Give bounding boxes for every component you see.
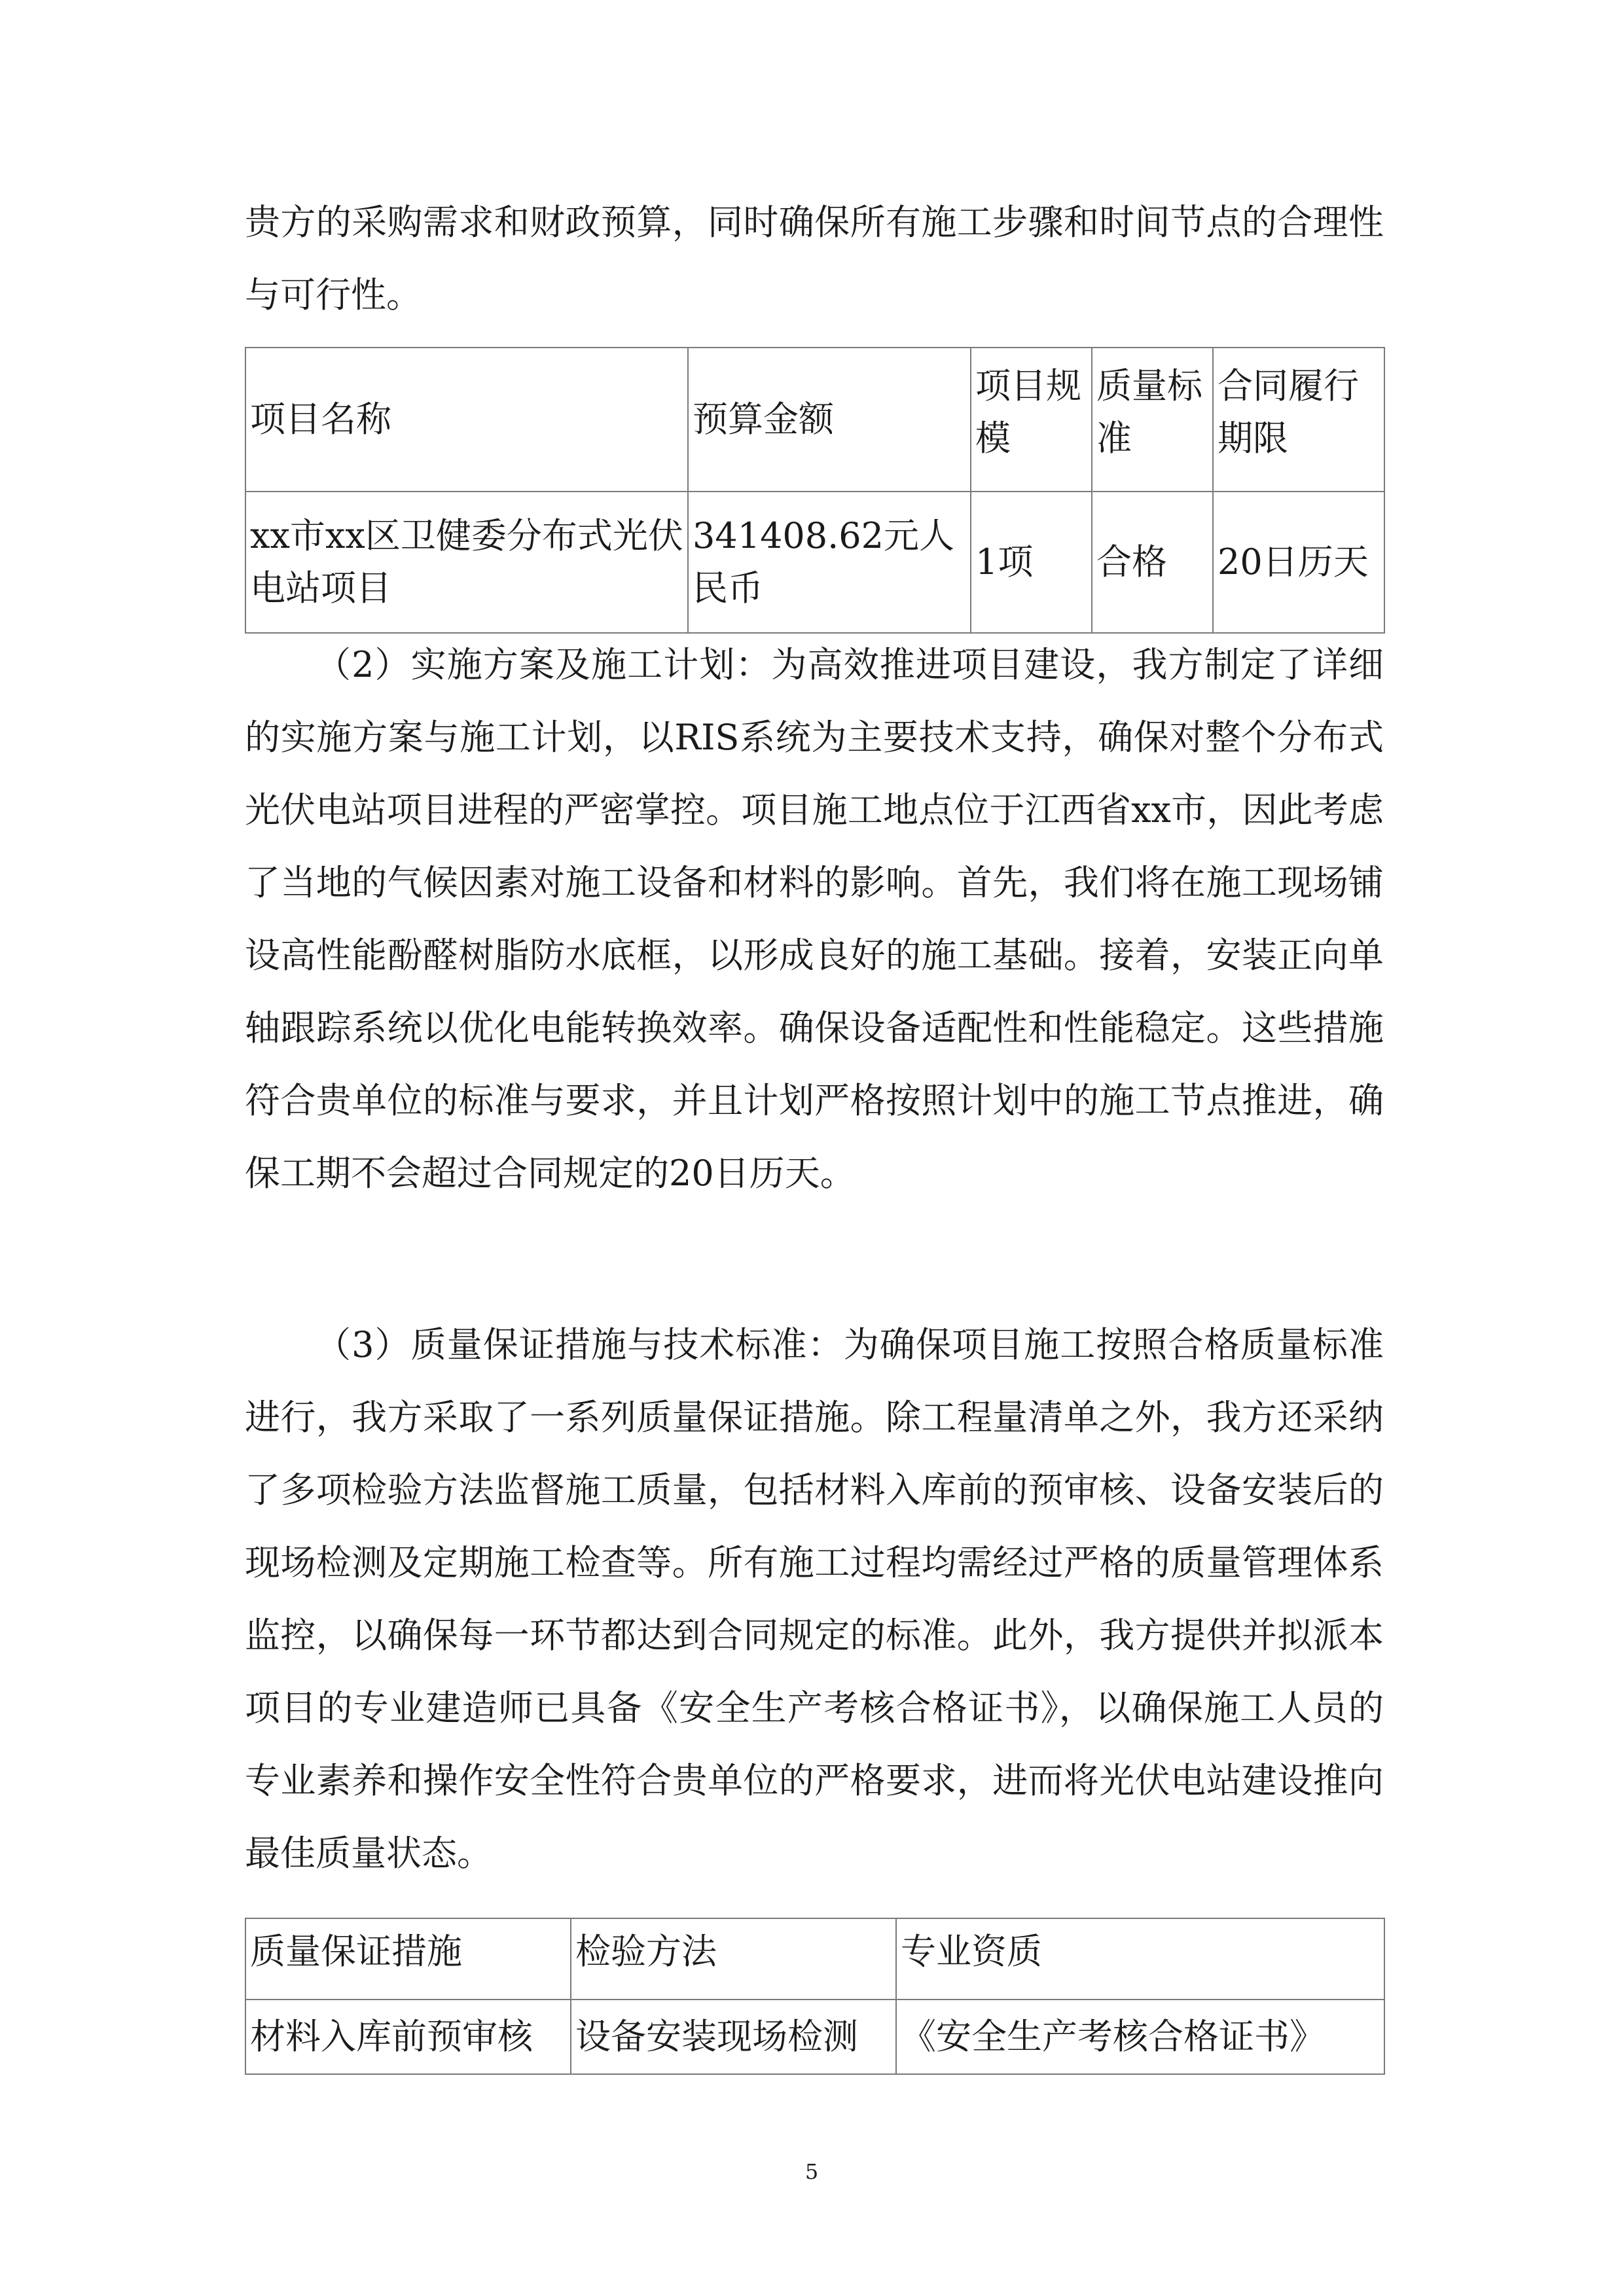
header-quality-standard: 质量标准 [1092, 348, 1213, 492]
cell-qualification: 《安全生产考核合格证书》 [896, 2000, 1384, 2074]
header-project-name: 项目名称 [245, 348, 688, 492]
cell-quality-measure: 材料入库前预审核 [245, 2000, 571, 2074]
header-quality-measure: 质量保证措施 [245, 1918, 571, 2000]
header-contract-period: 合同履行期限 [1213, 348, 1384, 492]
page-number: 5 [804, 2159, 819, 2184]
header-budget-amount: 预算金额 [688, 348, 971, 492]
cell-quality-standard: 合格 [1092, 492, 1213, 633]
project-info-table [245, 347, 1385, 634]
paragraph-implementation-plan: （2）实施方案及施工计划：为高效推进项目建设，我方制定了详细的实施方案与施工计划，以RIS系统为主要技术支持，确保对整个分布式光伏电站项目进程的严密掌控。项目施工地点位于江西省xx市，因此考虑了当地的气候因素对施工设备和材料的影响。首先，我们将在施工现场铺设高性能酚醛树脂防水底框，以形成良好的施工基础。接着，安装正向单轴跟踪系统以优化电能转换效率。确保设备适配性和性能稳定。这些措施符合贵单位的标准与要求，并且计划严格按照计划中的施工节点推进，确保工期不会超过合同规定的20日历天。 [245, 644, 1384, 1194]
paragraph-procurement-needs: 贵方的采购需求和财政预算，同时确保所有施工步骤和时间节点的合理性与可行性。 [245, 202, 1384, 315]
table-row [245, 492, 1384, 633]
cell-project-scale: 1项 [971, 492, 1092, 633]
cell-contract-period: 20日历天 [1213, 492, 1384, 633]
table-header-row [245, 348, 1384, 492]
header-qualification: 专业资质 [896, 1918, 1384, 2000]
header-project-scale: 项目规模 [971, 348, 1092, 492]
cell-project-name: xx市xx区卫健委分布式光伏电站项目 [245, 492, 688, 633]
cell-budget-amount: 341408.62元人民币 [688, 492, 971, 633]
table-row [245, 2000, 1384, 2074]
table-header-row [245, 1918, 1384, 2000]
quality-measures-table [245, 1918, 1385, 2075]
cell-inspection-method: 设备安装现场检测 [571, 2000, 896, 2074]
paragraph-quality-measures: （3）质量保证措施与技术标准：为确保项目施工按照合格质量标准进行，我方采取了一系列质量保证措施。除工程量清单之外，我方还采纳了多项检验方法监督施工质量，包括材料入库前的预审核、设备安装后的现场检测及定期施工检查等。所有施工过程均需经过严格的质量管理体系监控，以确保每一环节都达到合同规定的标准。此外，我方提供并拟派本项目的专业建造师已具备《安全生产考核合格证书》，以确保施工人员的专业素养和操作安全性符合贵单位的严格要求，进而将光伏电站建设推向最佳质量状态。 [245, 1324, 1384, 1874]
header-inspection-method: 检验方法 [571, 1918, 896, 2000]
